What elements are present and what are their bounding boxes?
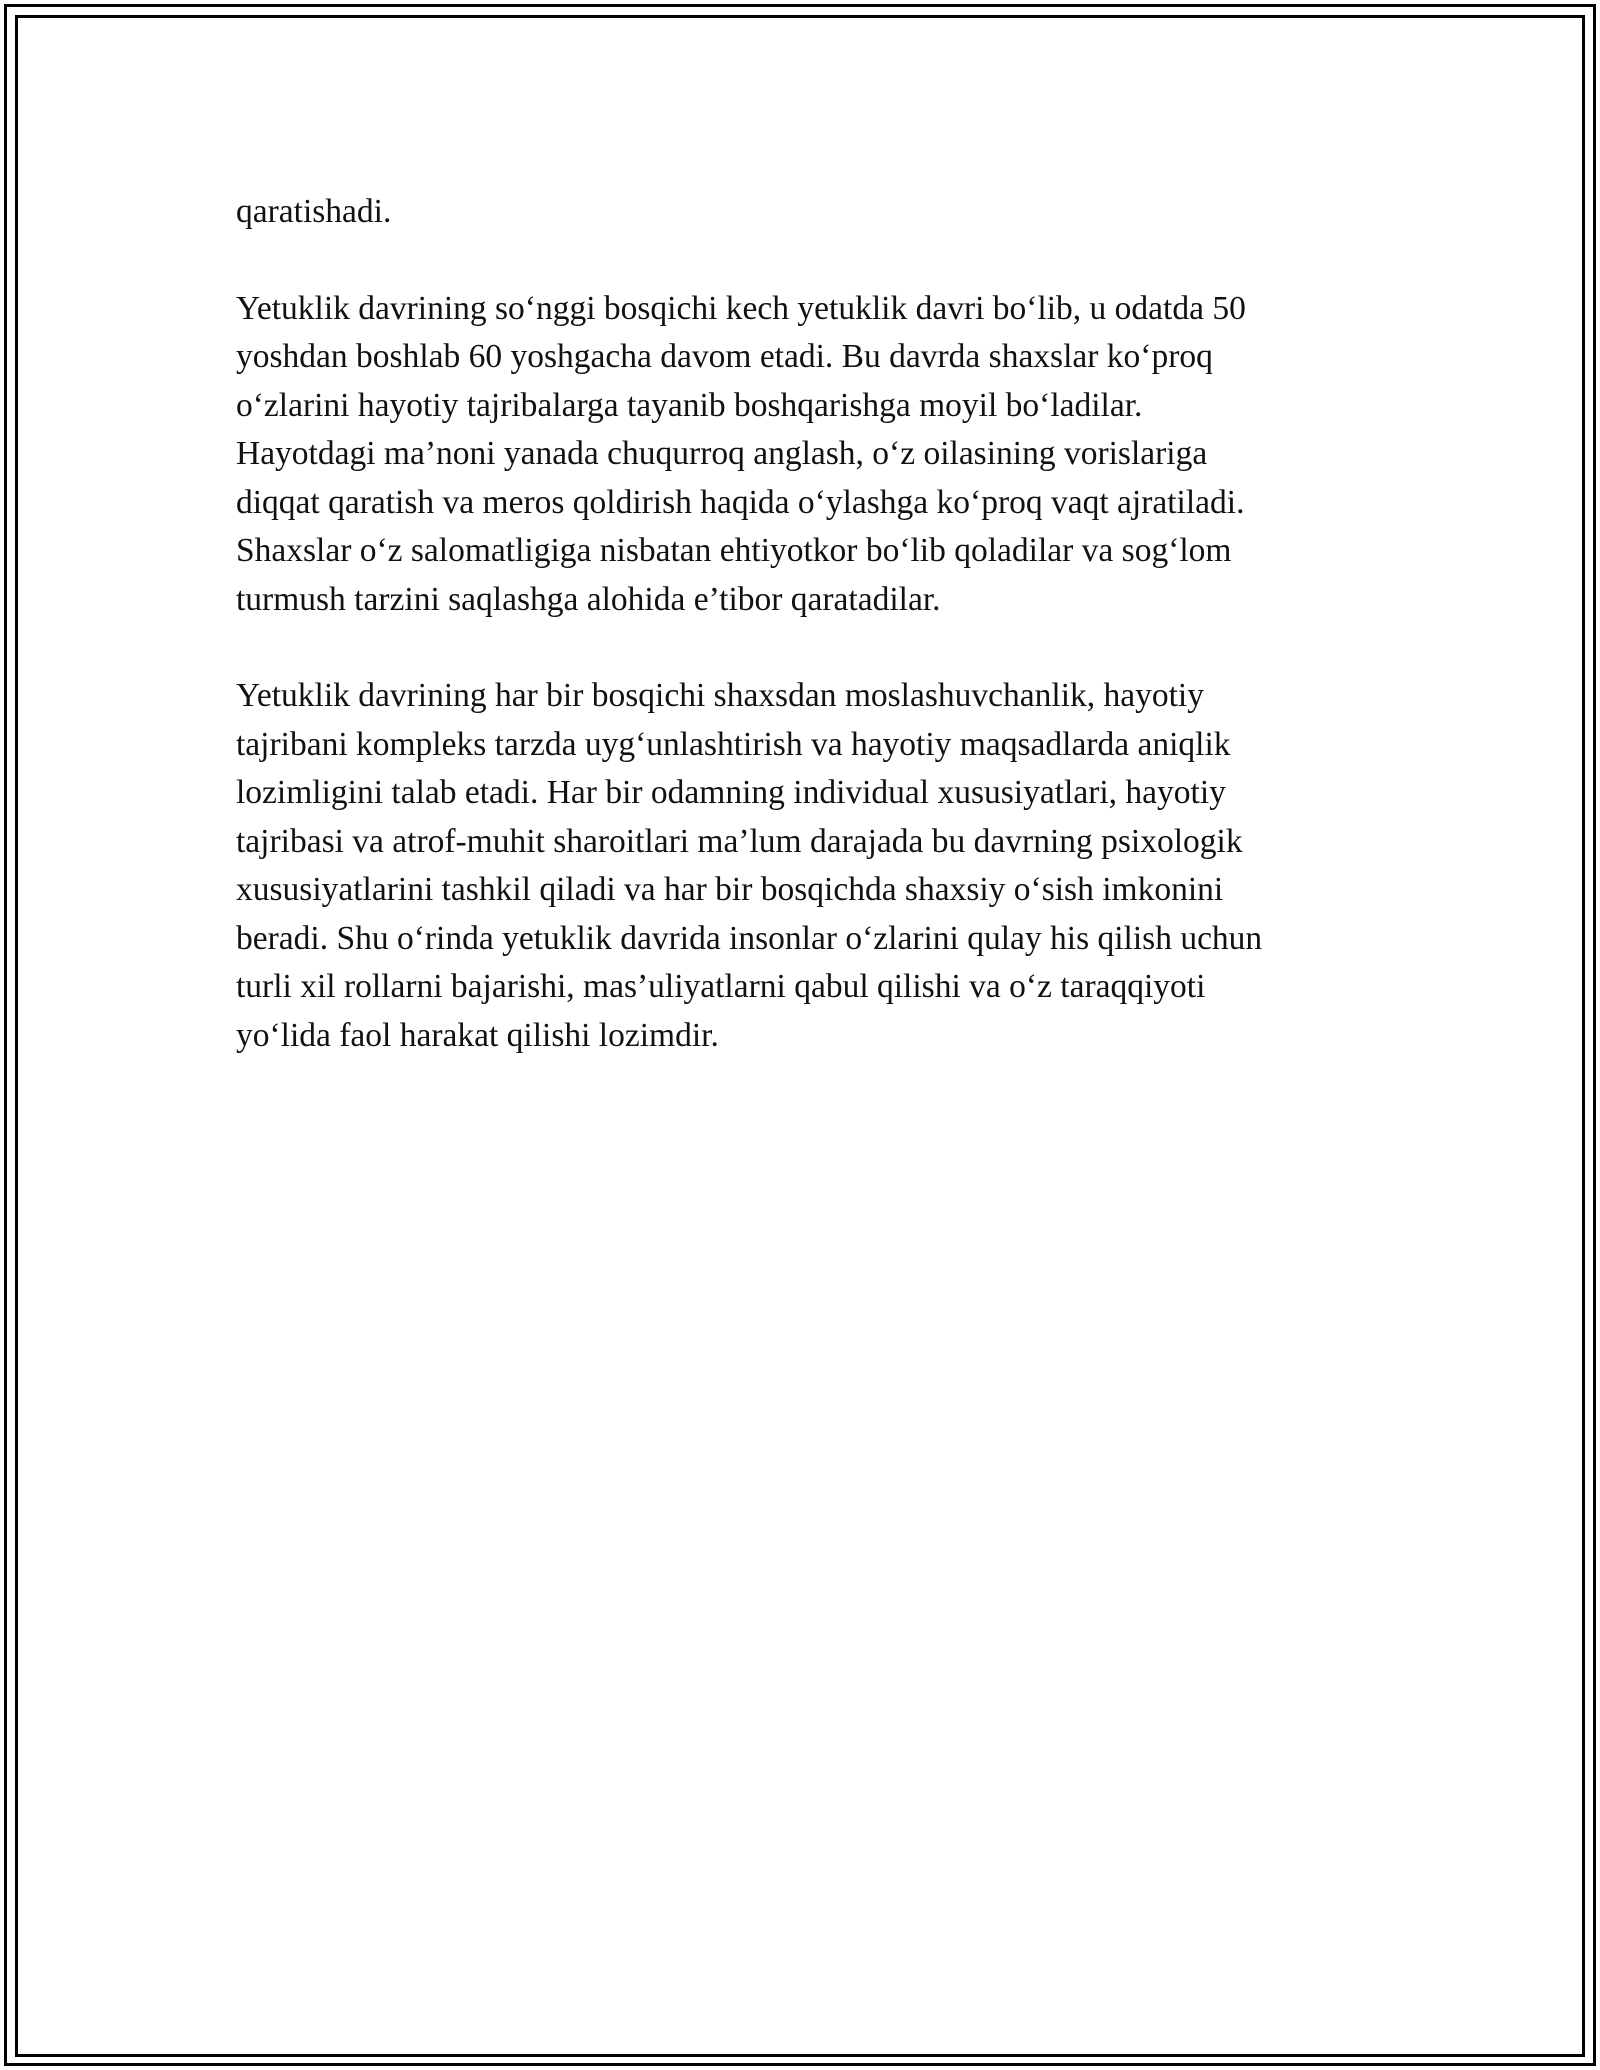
- paragraph-3: [236, 672, 1366, 1060]
- text-line: lozimligini talab etadi. Har bir odamning individual xususiyatlari, hayotiy: [236, 774, 1226, 811]
- text-line: qaratishadi.: [236, 193, 392, 230]
- text-line: xususiyatlarini tashkil qiladi va har bir bosqichda shaxsiy o‘sish imkonini: [236, 871, 1224, 908]
- text-line: Hayotdagi ma’noni yanada chuqurroq anglash, o‘z oilasining vorislariga: [236, 435, 1208, 472]
- text-line: yo‘lida faol harakat qilishi lozimdir.: [236, 1016, 719, 1054]
- text-line: yoshdan boshlab 60 yoshgacha davom etadi. Bu davrda shaxslar ko‘proq: [236, 338, 1213, 375]
- text-line: turli xil rollarni bajarishi, mas’uliyatlarni qabul qilishi va o‘z taraqqiyoti: [236, 968, 1206, 1005]
- text-line: diqqat qaratish va meros qoldirish haqida o‘ylashga ko‘proq vaqt ajratiladi.: [236, 483, 1245, 521]
- text-line: turmush tarzini saqlashga alohida e’tibor qaratadilar.: [236, 580, 941, 618]
- text-line: o‘zlarini hayotiy tajribalarga tayanib boshqarishga moyil bo‘ladilar.: [236, 386, 1143, 424]
- text-line: Yetuklik davrining har bir bosqichi shaxsdan moslashuvchanlik, hayotiy: [236, 677, 1204, 714]
- text-line: tajribani kompleks tarzda uyg‘unlashtirish va hayotiy maqsadlarda aniqlik: [236, 725, 1231, 763]
- text-line: Shaxslar o‘z salomatligiga nisbatan ehtiyotkor bo‘lib qoladilar va sog‘lom: [236, 532, 1232, 569]
- text-line: Yetuklik davrining so‘nggi bosqichi kech yetuklik davri bo‘lib, u odatda 50: [236, 289, 1246, 327]
- text-line: beradi. Shu o‘rinda yetuklik davrida insonlar o‘zlarini qulay his qilish uchun: [236, 919, 1263, 957]
- text-line: tajribasi va atrof-muhit sharoitlari ma’lum darajada bu davrning psixologik: [236, 822, 1243, 860]
- document-body: [236, 188, 1366, 1108]
- paragraph-1: [236, 188, 1366, 237]
- paragraph-2: [236, 285, 1366, 625]
